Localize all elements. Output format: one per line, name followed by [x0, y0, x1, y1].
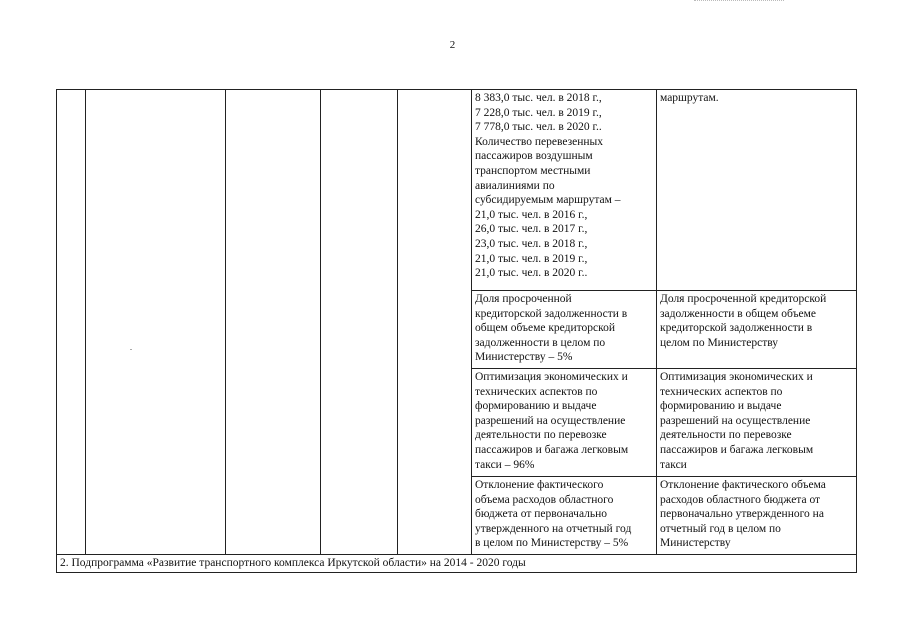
cell-line: Доля просроченной кредиторской: [660, 293, 827, 305]
cell-line: технических аспектов по: [660, 385, 783, 398]
cell-line: 7 778,0 тыс. чел. в 2020 г..: [475, 121, 602, 134]
table-cell-period: [321, 90, 398, 555]
table-cell-source: [398, 90, 472, 555]
table-cell-indicator: [472, 90, 657, 291]
cell-line: Доля просроченной: [475, 293, 572, 305]
cell-line: субсидируемым маршрутам –: [475, 194, 621, 207]
cell-line: расходов областного бюджета от: [660, 493, 821, 506]
cell-line: кредиторской задолженности в: [475, 307, 628, 320]
table-row: [57, 555, 857, 573]
table-cell-target: [657, 477, 857, 555]
cell-line: Оптимизация экономических и: [660, 371, 813, 383]
table-cell-indicator: [472, 369, 657, 477]
cell-line: деятельности по перевозке: [475, 429, 607, 442]
cell-line: такси: [660, 458, 687, 471]
cell-line: Количество перевезенных: [475, 135, 604, 148]
cell-line: Отклонение фактического объема: [660, 479, 826, 491]
cell-line: задолженности в общем объеме: [660, 307, 817, 320]
table-cell-indicator: [472, 291, 657, 369]
scan-edge-mark: [694, 0, 784, 2]
cell-line: транспортом местными: [475, 164, 591, 177]
cell-line: 7 228,0 тыс. чел. в 2019 г.,: [475, 106, 602, 119]
cell-line: отчетный год в целом по: [660, 522, 781, 535]
table-row: [57, 90, 857, 291]
cell-line: пассажиров воздушным: [475, 150, 593, 163]
cell-line: объема расходов областного: [475, 493, 614, 506]
cell-line: общем объеме кредиторской: [475, 322, 616, 335]
cell-line: формированию и выдаче: [475, 400, 597, 413]
cell-line: 23,0 тыс. чел. в 2018 г.,: [475, 237, 588, 250]
cell-line: бюджета от первоначально: [475, 508, 608, 521]
subprogram-heading: 2. Подпрограмма «Развитие транспортного комплекса Иркутской области» на 2014 - 2020 годы: [57, 555, 857, 573]
cell-line: Отклонение фактического: [475, 479, 604, 491]
cell-line: авиалиниями по: [475, 179, 555, 192]
program-indicators-table: [56, 89, 857, 573]
cell-line: кредиторской задолженности в: [660, 322, 813, 335]
table-cell-target: [657, 369, 857, 477]
cell-line: разрешений на осуществление: [660, 414, 811, 427]
cell-line: 21,0 тыс. чел. в 2016 г.,: [475, 208, 588, 221]
cell-line: разрешений на осуществление: [475, 414, 626, 427]
table-cell-target: [657, 90, 857, 291]
cell-line: формированию и выдаче: [660, 400, 782, 413]
cell-line: целом по Министерству: [660, 336, 779, 349]
cell-line: Министерству: [660, 537, 731, 550]
table-cell-name: [86, 90, 226, 555]
cell-line: Оптимизация экономических и: [475, 371, 628, 383]
page-number: 2: [449, 39, 456, 51]
cell-line: такси – 96%: [475, 458, 535, 471]
cell-line: 8 383,0 тыс. чел. в 2018 г.,: [475, 92, 602, 104]
cell-line: пассажиров и багажа легковым: [475, 443, 629, 456]
cell-line: задолженности в целом по: [475, 336, 606, 349]
cell-line: 26,0 тыс. чел. в 2017 г.,: [475, 223, 588, 236]
table-cell-executor: [226, 90, 321, 555]
cell-line: 21,0 тыс. чел. в 2020 г..: [475, 267, 588, 280]
cell-line: утвержденного на отчетный год: [475, 522, 632, 535]
cell-line: маршрутам.: [660, 92, 719, 104]
cell-line: деятельности по перевозке: [660, 429, 792, 442]
cell-line: 21,0 тыс. чел. в 2019 г.,: [475, 252, 588, 265]
cell-line: пассажиров и багажа легковым: [660, 443, 814, 456]
table-cell-indicator: [472, 477, 657, 555]
cell-line: Министерству – 5%: [475, 351, 573, 364]
cell-line: первоначально утвержденного на: [660, 508, 824, 521]
table-cell-target: [657, 291, 857, 369]
table-cell-number: [57, 90, 86, 555]
cell-line: в целом по Министерству – 5%: [475, 537, 629, 550]
cell-line: технических аспектов по: [475, 385, 598, 398]
